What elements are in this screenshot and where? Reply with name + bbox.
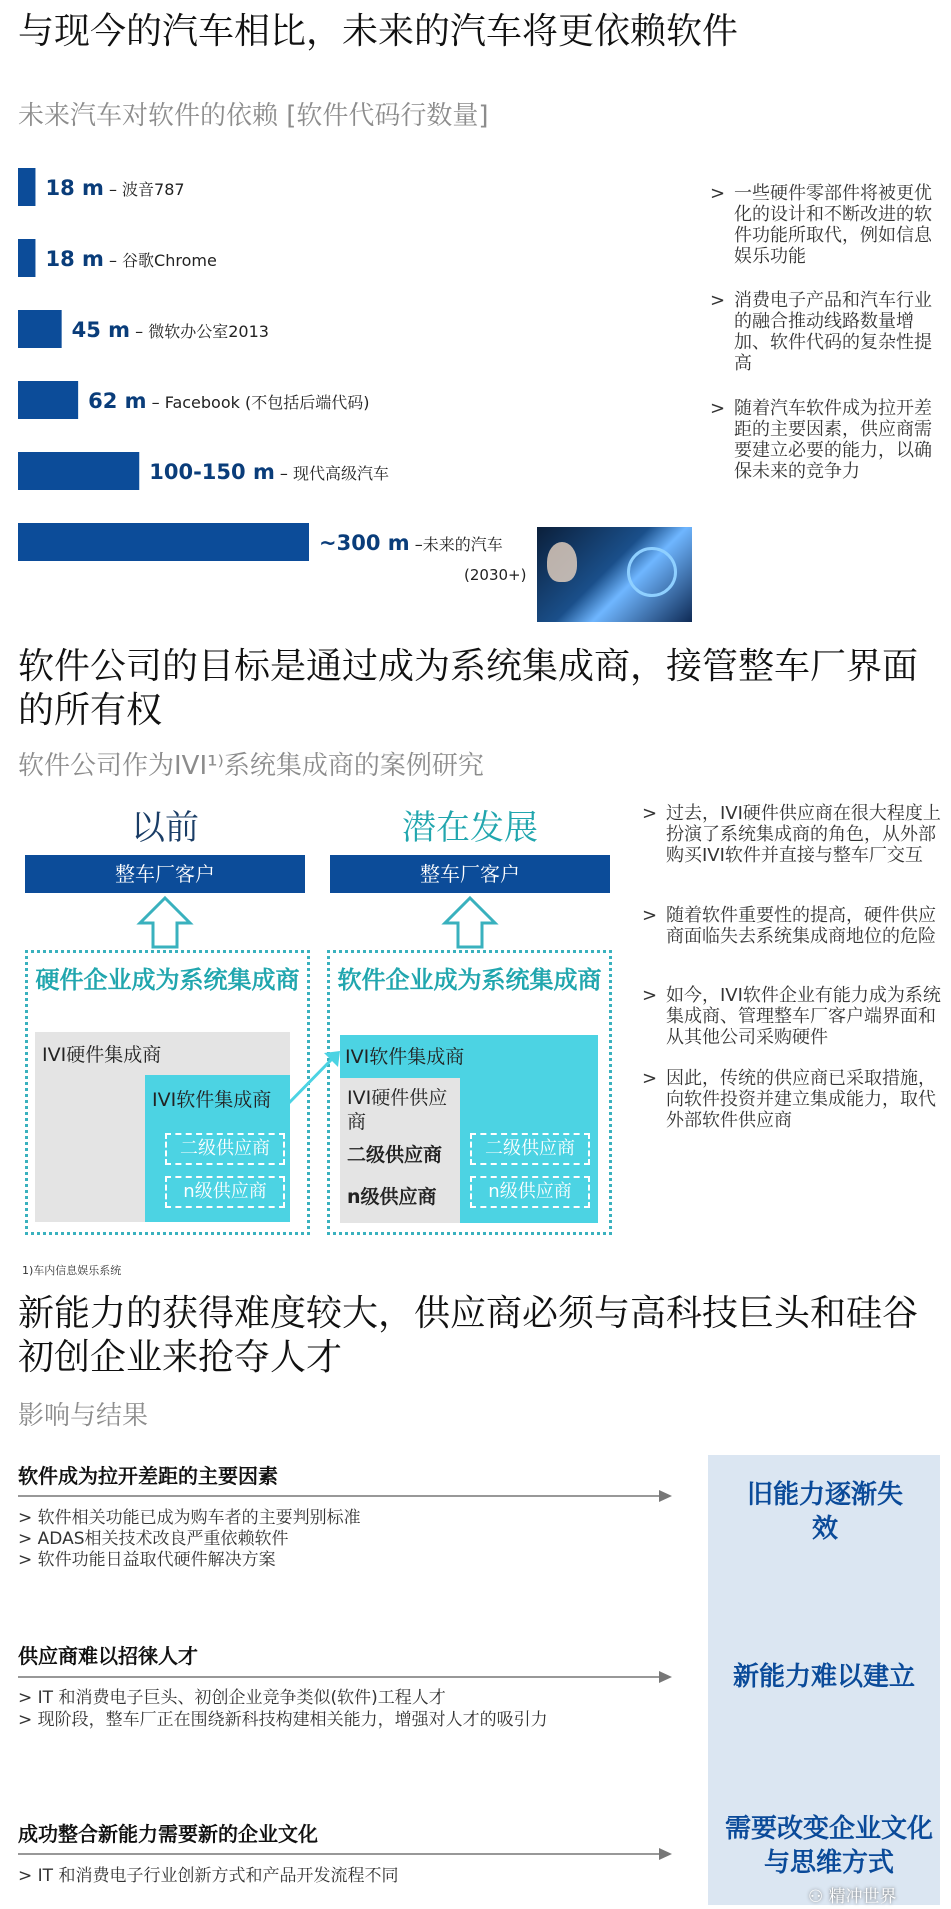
row2-heading: 供应商难以招徕人才 — [18, 1644, 198, 1668]
row1-result: 旧能力逐渐失效 — [746, 1480, 903, 1544]
bar-note: (2030+) — [464, 566, 527, 584]
section1-title: 与现今的汽车相比，未来的汽车将更依赖软件 — [18, 11, 739, 52]
row2-point: > 现阶段，整车厂正在围绕新科技构建相关能力，增强对人才的吸引力 — [18, 1710, 548, 1730]
after-ivi-hw-label: IVI硬件供应商 — [347, 1087, 448, 1133]
wechat-icon: ⚇ — [808, 1887, 824, 1907]
bar — [18, 523, 309, 561]
arrow-icon: > — [642, 985, 658, 1006]
footnote: 1)车内信息娱乐系统 — [22, 1264, 122, 1277]
arrow-icon: > — [642, 1068, 658, 1089]
after-ivi-sw-label: IVI软件集成商 — [345, 1046, 465, 1068]
section1-subtitle: 未来汽车对软件的依赖 [软件代码行数量] — [18, 101, 489, 131]
section2-bullet: > 因此，传统的供应商已采取措施，向软件投资并建立集成能力，取代外部软件供应商 — [642, 1068, 936, 1131]
before-box-title: 硬件企业成为系统集成商 — [35, 966, 300, 994]
before-tiern: n级供应商 — [165, 1176, 285, 1208]
section2-bullet: > 随着软件重要性的提高，硬件供应商面临失去系统集成商地位的危险 — [642, 905, 936, 947]
arrow-icon: > — [710, 290, 726, 311]
section2-bullet: > 如今，IVI软件企业有能力成为系统集成商、管理整车厂客户端界面和从其他公司采购硬件 — [642, 985, 941, 1048]
after-heading: 潜在发展 — [402, 808, 538, 848]
row2-result: 新能力难以建立 — [732, 1662, 915, 1692]
section1-bullet: > 消费电子产品和汽车行业的融合推动线路数量增加、软件代码的复杂性提高 — [710, 290, 932, 374]
before-ivi-hw-label: IVI硬件集成商 — [42, 1044, 162, 1066]
up-arrow-icon — [440, 895, 500, 950]
row3-result: 需要改变企业文化与思维方式 — [724, 1814, 933, 1878]
bar-value-label: 62 m – Facebook (不包括后端代码) — [88, 389, 370, 413]
section3-title: 新能力的获得难度较大，供应商必须与高科技巨头和硅谷初创企业来抢夺人才 — [18, 1293, 919, 1378]
bar-value-label: 100-150 m – 现代高级汽车 — [149, 460, 390, 484]
row1-arrow-line — [18, 1489, 673, 1503]
after-tier2-left: 二级供应商 — [347, 1144, 443, 1166]
before-oem-bar: 整车厂客户 — [25, 855, 305, 893]
row1-point: > 软件相关功能已成为购车者的主要判别标准 — [18, 1508, 361, 1528]
bar-value-label: 45 m – 微软办公室2013 — [71, 318, 269, 342]
before-heading: 以前 — [131, 808, 199, 848]
transfer-arrow-icon — [280, 1045, 350, 1115]
row3-heading: 成功整合新能力需要新的企业文化 — [18, 1822, 318, 1846]
row2-arrow-line — [18, 1670, 673, 1684]
section1-bullet: > 一些硬件零部件将被更优化的设计和不断改进的软件功能所取代，例如信息娱乐功能 — [710, 183, 932, 267]
section3-subtitle: 影响与结果 — [18, 1401, 149, 1431]
steering-wheel-icon — [627, 547, 677, 597]
before-tier2: 二级供应商 — [165, 1133, 285, 1165]
bar-value-label: 18 m – 谷歌Chrome — [45, 247, 217, 271]
bar — [18, 310, 62, 348]
after-box-title: 软件企业成为系统集成商 — [337, 966, 602, 994]
after-tier2-right: 二级供应商 — [470, 1133, 590, 1165]
bar — [18, 168, 35, 206]
row1-point: > ADAS相关技术改良严重依赖软件 — [18, 1529, 289, 1549]
section2-bullet: > 过去，IVI硬件供应商在很大程度上扮演了系统集成商的角色，从外部购买IVI软件并直接与整车厂交互 — [642, 803, 941, 866]
bar — [18, 239, 35, 277]
row3-arrow-line — [18, 1847, 673, 1861]
arrow-icon: > — [710, 398, 726, 419]
row3-point: > IT 和消费电子行业创新方式和产品开发流程不同 — [18, 1866, 399, 1886]
arrow-icon: > — [710, 183, 726, 204]
row2-point: > IT 和消费电子巨头、初创企业竞争类似(软件)工程人才 — [18, 1688, 446, 1708]
after-oem-bar: 整车厂客户 — [330, 855, 610, 893]
section2-subtitle: 软件公司作为IVI¹⁾系统集成商的案例研究 — [18, 751, 484, 781]
row1-point: > 软件功能日益取代硬件解决方案 — [18, 1550, 276, 1570]
driver-figure — [547, 542, 577, 582]
before-ivi-sw-label: IVI软件集成商 — [152, 1089, 272, 1111]
row1-heading: 软件成为拉开差距的主要因素 — [18, 1464, 278, 1488]
after-tiern-right: n级供应商 — [470, 1176, 590, 1208]
bar — [18, 452, 139, 490]
arrow-icon: > — [642, 803, 658, 824]
section2-title: 软件公司的目标是通过成为系统集成商，接管整车厂界面的所有权 — [18, 646, 919, 731]
future-car-image — [537, 527, 692, 622]
watermark: ⚇ 精冲世界 — [808, 1887, 897, 1907]
up-arrow-icon — [135, 895, 195, 950]
bar — [18, 381, 78, 419]
section1-bullet: > 随着汽车软件成为拉开差距的主要因素，供应商需要建立必要的能力，以确保未来的竞争力 — [710, 398, 932, 482]
bar-value-label: 18 m – 波音787 — [45, 176, 185, 200]
arrow-icon: > — [642, 905, 658, 926]
after-tiern-left: n级供应商 — [347, 1186, 437, 1208]
bar-value-label: ~300 m –未来的汽车 — [319, 531, 503, 555]
